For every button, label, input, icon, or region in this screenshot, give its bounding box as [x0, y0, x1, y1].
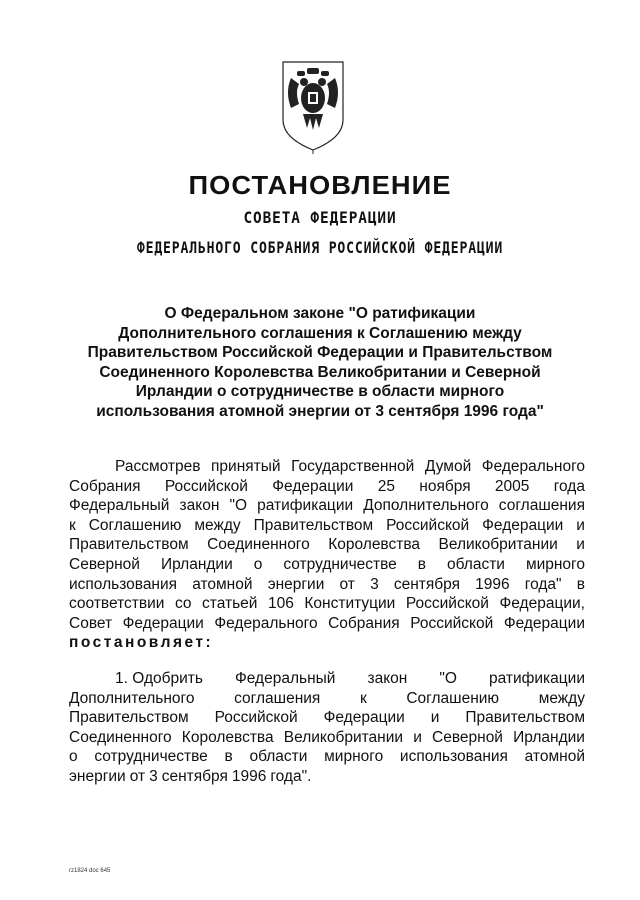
word: Федеральный [234, 670, 336, 687]
word: Правительством [69, 709, 189, 727]
word: между [538, 689, 585, 707]
text-line [69, 594, 585, 614]
word: Российской [405, 595, 489, 613]
text-line [69, 747, 585, 767]
word: Дополнительного [69, 689, 195, 707]
word: Соединенного [207, 536, 310, 554]
word: Государственной [291, 458, 415, 475]
word: к [69, 516, 76, 534]
word: Федерации [503, 614, 585, 632]
word: соответствии [69, 595, 165, 613]
text-line [69, 575, 585, 595]
word: года [553, 477, 585, 495]
document-subject [60, 304, 580, 421]
word: Федерального [214, 614, 318, 632]
word: Ирландии [513, 728, 585, 746]
issuer-line-2: ФЕДЕРАЛЬНОГО СОБРАНИЯ РОССИЙСКОЙ ФЕДЕРАЦИИ [136, 238, 504, 257]
word: "О [229, 497, 248, 515]
word: закон [179, 497, 220, 515]
subject-line: использования атомной энергии от 3 сентября 1996 года" [96, 402, 544, 420]
word: мирного [525, 555, 585, 573]
word: и [576, 516, 585, 534]
word: Федерации [272, 477, 354, 495]
word: 1996 [231, 767, 267, 785]
word: сотрудничестве [283, 555, 397, 573]
word: Федерации [122, 614, 204, 632]
word: использования [399, 748, 508, 766]
text-line [69, 633, 585, 653]
word: Ирландии [160, 555, 233, 573]
word: статьей [202, 595, 258, 613]
subject-line: О Федеральном законе "О ратификации [164, 305, 476, 322]
word: года" [524, 575, 562, 593]
word: соглашения [498, 497, 585, 515]
word: Северной [69, 555, 140, 573]
word: энергии [267, 575, 325, 593]
word: Российской [164, 477, 248, 495]
word: сентября [161, 767, 228, 785]
word: в [417, 555, 427, 573]
word: Конституции [304, 595, 396, 613]
word: к [359, 689, 367, 707]
word: ратификации [488, 670, 585, 687]
word: области [249, 748, 308, 766]
word: 1. Одобрить [115, 670, 203, 687]
word: Федеральный [69, 497, 170, 515]
word: области [446, 555, 505, 573]
word: "О [439, 670, 457, 687]
word: атомной [192, 575, 253, 593]
word: 106 [267, 595, 294, 613]
text-line [69, 669, 585, 689]
word: 1996 [475, 575, 510, 593]
subject-line: Правительством Российской Федерации и Правительством [87, 344, 553, 361]
word: сентября [393, 575, 460, 593]
word: Королевства [328, 536, 421, 554]
issuer-line-1: СОВЕТА ФЕДЕРАЦИИ [243, 208, 397, 227]
subject-line: Соединенного Королевства Великобритании и Северной [99, 363, 541, 381]
word: Великобритании [283, 728, 404, 746]
word: Правительством [253, 516, 374, 534]
word: Совет [69, 614, 113, 632]
word: от [339, 575, 355, 593]
text-line [69, 535, 585, 555]
word: о [69, 748, 78, 766]
word: и [430, 709, 440, 727]
word: ратификации [257, 497, 354, 515]
word: закон [367, 670, 408, 687]
preamble-paragraph [69, 457, 585, 653]
word: Собрания [69, 477, 141, 495]
word: и [413, 728, 422, 746]
word: года". [270, 767, 312, 785]
word: Соединенного [69, 728, 172, 746]
word: Правительством [69, 536, 189, 554]
word: 2005 [494, 477, 530, 495]
word: со [174, 595, 192, 613]
word: Федерации, [499, 595, 585, 613]
word: Рассмотрев [115, 458, 201, 475]
word: Российской [214, 709, 298, 727]
word: Королевства [181, 728, 274, 746]
word: мирного [324, 748, 384, 766]
word: Дополнительного [363, 497, 489, 515]
resolution-item-1 [69, 669, 585, 787]
word: Северной [432, 728, 503, 746]
text-line [69, 689, 585, 709]
word: между [194, 516, 241, 534]
word: принятый [211, 458, 281, 475]
text-line [69, 728, 585, 748]
word: Правительством [465, 709, 585, 727]
word: Федерального [481, 458, 585, 475]
text-line [69, 496, 585, 516]
word: от [129, 767, 146, 785]
word: сотрудничестве [94, 748, 208, 766]
word: Думой [424, 458, 472, 475]
resolves-keyword: постановляет: [69, 634, 214, 652]
word: о [253, 555, 263, 573]
word: в [576, 575, 585, 593]
word: атомной [524, 748, 585, 766]
word: Собрания [328, 614, 400, 632]
text-line [69, 614, 585, 634]
word: Российской [410, 614, 494, 632]
text-line [69, 555, 585, 575]
word: Федерации [323, 709, 405, 727]
text-line [69, 767, 585, 787]
text-line [69, 457, 585, 477]
word: энергии [69, 767, 126, 785]
word: ноября [419, 477, 471, 495]
word: Российской [386, 516, 470, 534]
document-code: rz1824 doc 645 [69, 868, 111, 874]
text-line [69, 477, 585, 497]
word: и [576, 536, 585, 554]
word: Федерации [482, 516, 564, 534]
subject-line: Дополнительного соглашения к Соглашению между [118, 324, 522, 342]
word: в [224, 748, 233, 766]
word: Соглашению [406, 689, 500, 707]
document-title: ПОСТАНОВЛЕНИЕ [188, 170, 452, 200]
word: 3 [370, 575, 379, 593]
text-line [69, 708, 585, 728]
state-emblem-icon [277, 58, 349, 154]
word: Великобритании [438, 536, 558, 554]
word: использования [69, 575, 178, 593]
subject-line: Ирландии о сотрудничестве в области мирного [135, 383, 505, 400]
text-line [69, 516, 585, 536]
word: 3 [149, 767, 158, 785]
word: соглашения [234, 689, 321, 707]
word: Соглашению [88, 516, 182, 534]
word: 25 [377, 477, 395, 495]
